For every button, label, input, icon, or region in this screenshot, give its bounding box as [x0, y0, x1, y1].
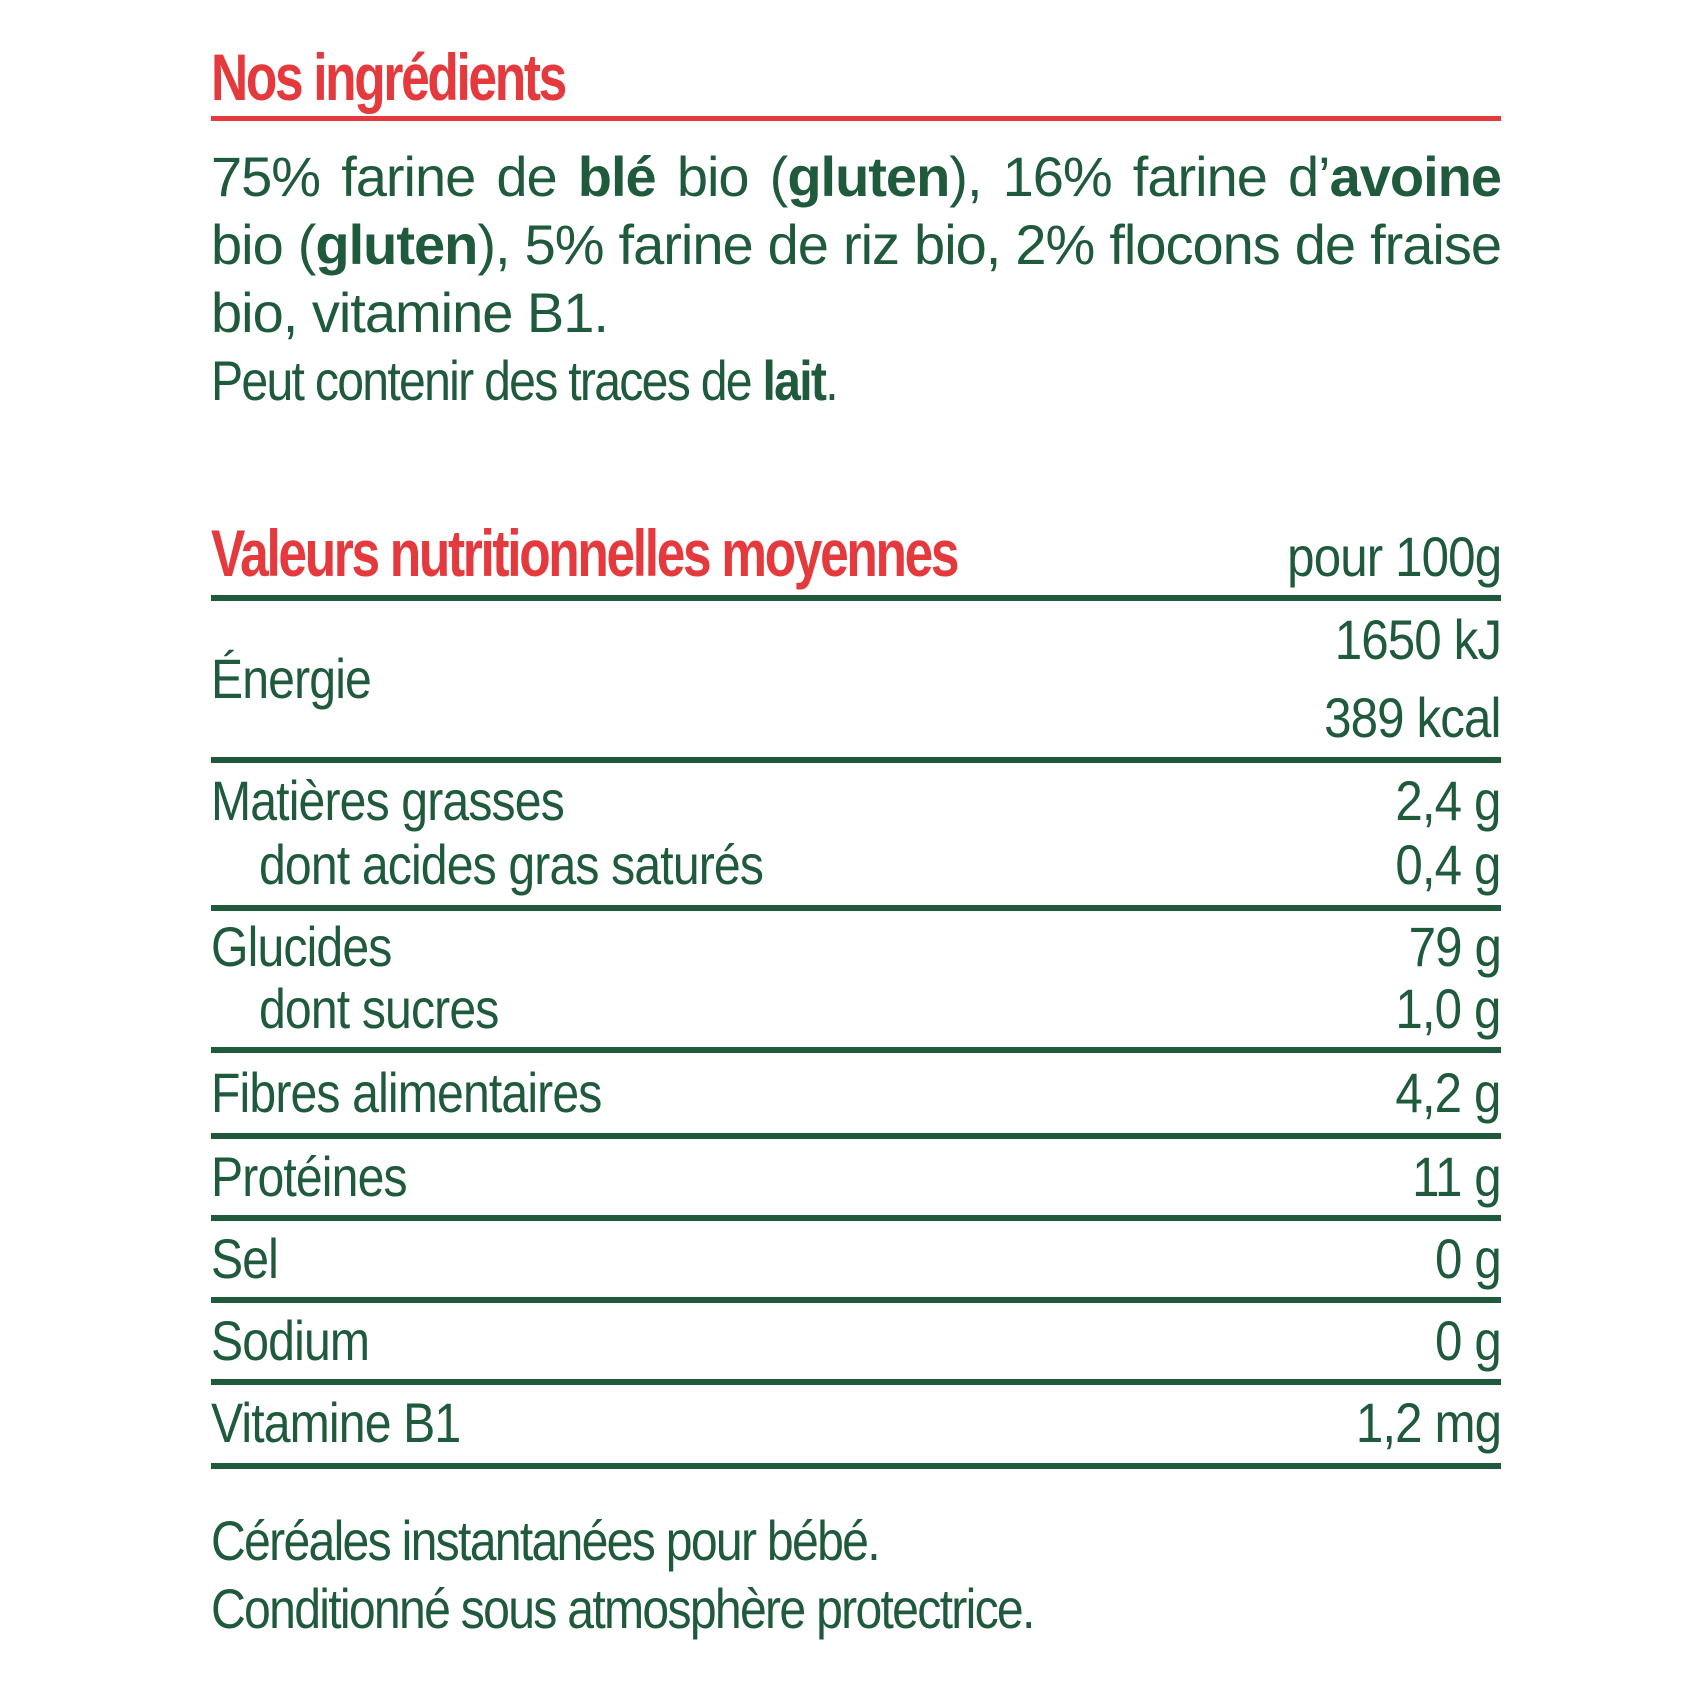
allergen-lait: lait: [762, 349, 826, 412]
row-label: Protéines: [211, 1145, 407, 1208]
table-row-proteines: [211, 1139, 1501, 1215]
traces-statement: [211, 347, 1320, 415]
row-value: 79 g: [1408, 915, 1501, 978]
row-label: Sel: [211, 1227, 279, 1290]
ingredient-text: bio (: [211, 213, 316, 276]
row-value: 2,4 g: [1395, 769, 1501, 832]
traces-suffix: .: [825, 349, 837, 412]
product-notes: [211, 1507, 1501, 1643]
allergen-avoine: avoine: [1329, 145, 1501, 208]
ingredients-list: [211, 143, 1501, 347]
row-value: 4,2 g: [1395, 1061, 1501, 1124]
allergen-ble: blé: [577, 145, 656, 208]
row-value: 11 g: [1412, 1145, 1501, 1208]
row-label: Fibres alimentaires: [211, 1061, 602, 1124]
row-value: 0 g: [1435, 1227, 1501, 1290]
per-100g-label: pour 100g: [1286, 525, 1501, 588]
table-row-glucides: [211, 911, 1501, 1047]
product-description: Céréales instantanées pour bébé.: [211, 1509, 879, 1572]
ingredients-title: Nos ingrédients: [211, 40, 565, 114]
table-row-energie: [211, 601, 1501, 757]
packaging-note: Conditionné sous atmosphère protectrice.: [211, 1577, 1034, 1640]
nutrition-header: [211, 511, 1501, 595]
table-row-sodium: [211, 1303, 1501, 1379]
row-value-kj: 1650 kJ: [1334, 608, 1501, 671]
table-rule: [211, 1463, 1501, 1469]
nutrition-section: [211, 511, 1501, 1469]
table-row-vitamine-b1: [211, 1385, 1501, 1463]
row-label: Énergie: [211, 647, 371, 710]
table-row-fibres: [211, 1053, 1501, 1133]
ingredients-title-underline: [211, 116, 1501, 121]
row-value-kcal: 389 kcal: [1324, 686, 1501, 749]
row-sub-value: 1,0 g: [1395, 977, 1501, 1040]
row-label: Glucides: [211, 915, 392, 978]
row-sub-label: dont sucres: [259, 977, 499, 1040]
ingredient-text: bio (: [655, 145, 788, 208]
ingredient-text: 75% farine de: [211, 145, 578, 208]
ingredient-text: ), 5% farine de riz bio, 2% flocons de fraise bio, vitamine B1.: [211, 213, 1502, 344]
ingredients-section: [211, 38, 1501, 415]
row-label: Vitamine B1: [211, 1391, 461, 1454]
row-sub-label: dont acides gras saturés: [259, 833, 764, 896]
nutrition-title: Valeurs nutritionnelles moyennes: [211, 516, 958, 590]
row-value: 1,2 mg: [1355, 1391, 1501, 1454]
nutrition-label-sheet: [211, 38, 1501, 1643]
row-value: 0 g: [1435, 1309, 1501, 1372]
row-label: Matières grasses: [211, 769, 564, 832]
ingredient-text: ), 16% farine d’: [949, 145, 1330, 208]
row-label: Sodium: [211, 1309, 370, 1372]
row-sub-value: 0,4 g: [1395, 833, 1501, 896]
allergen-gluten: gluten: [787, 145, 950, 208]
allergen-gluten: gluten: [315, 213, 478, 276]
traces-prefix: Peut contenir des traces de: [211, 349, 763, 412]
table-row-sel: [211, 1221, 1501, 1297]
table-row-matieres-grasses: [211, 763, 1501, 905]
